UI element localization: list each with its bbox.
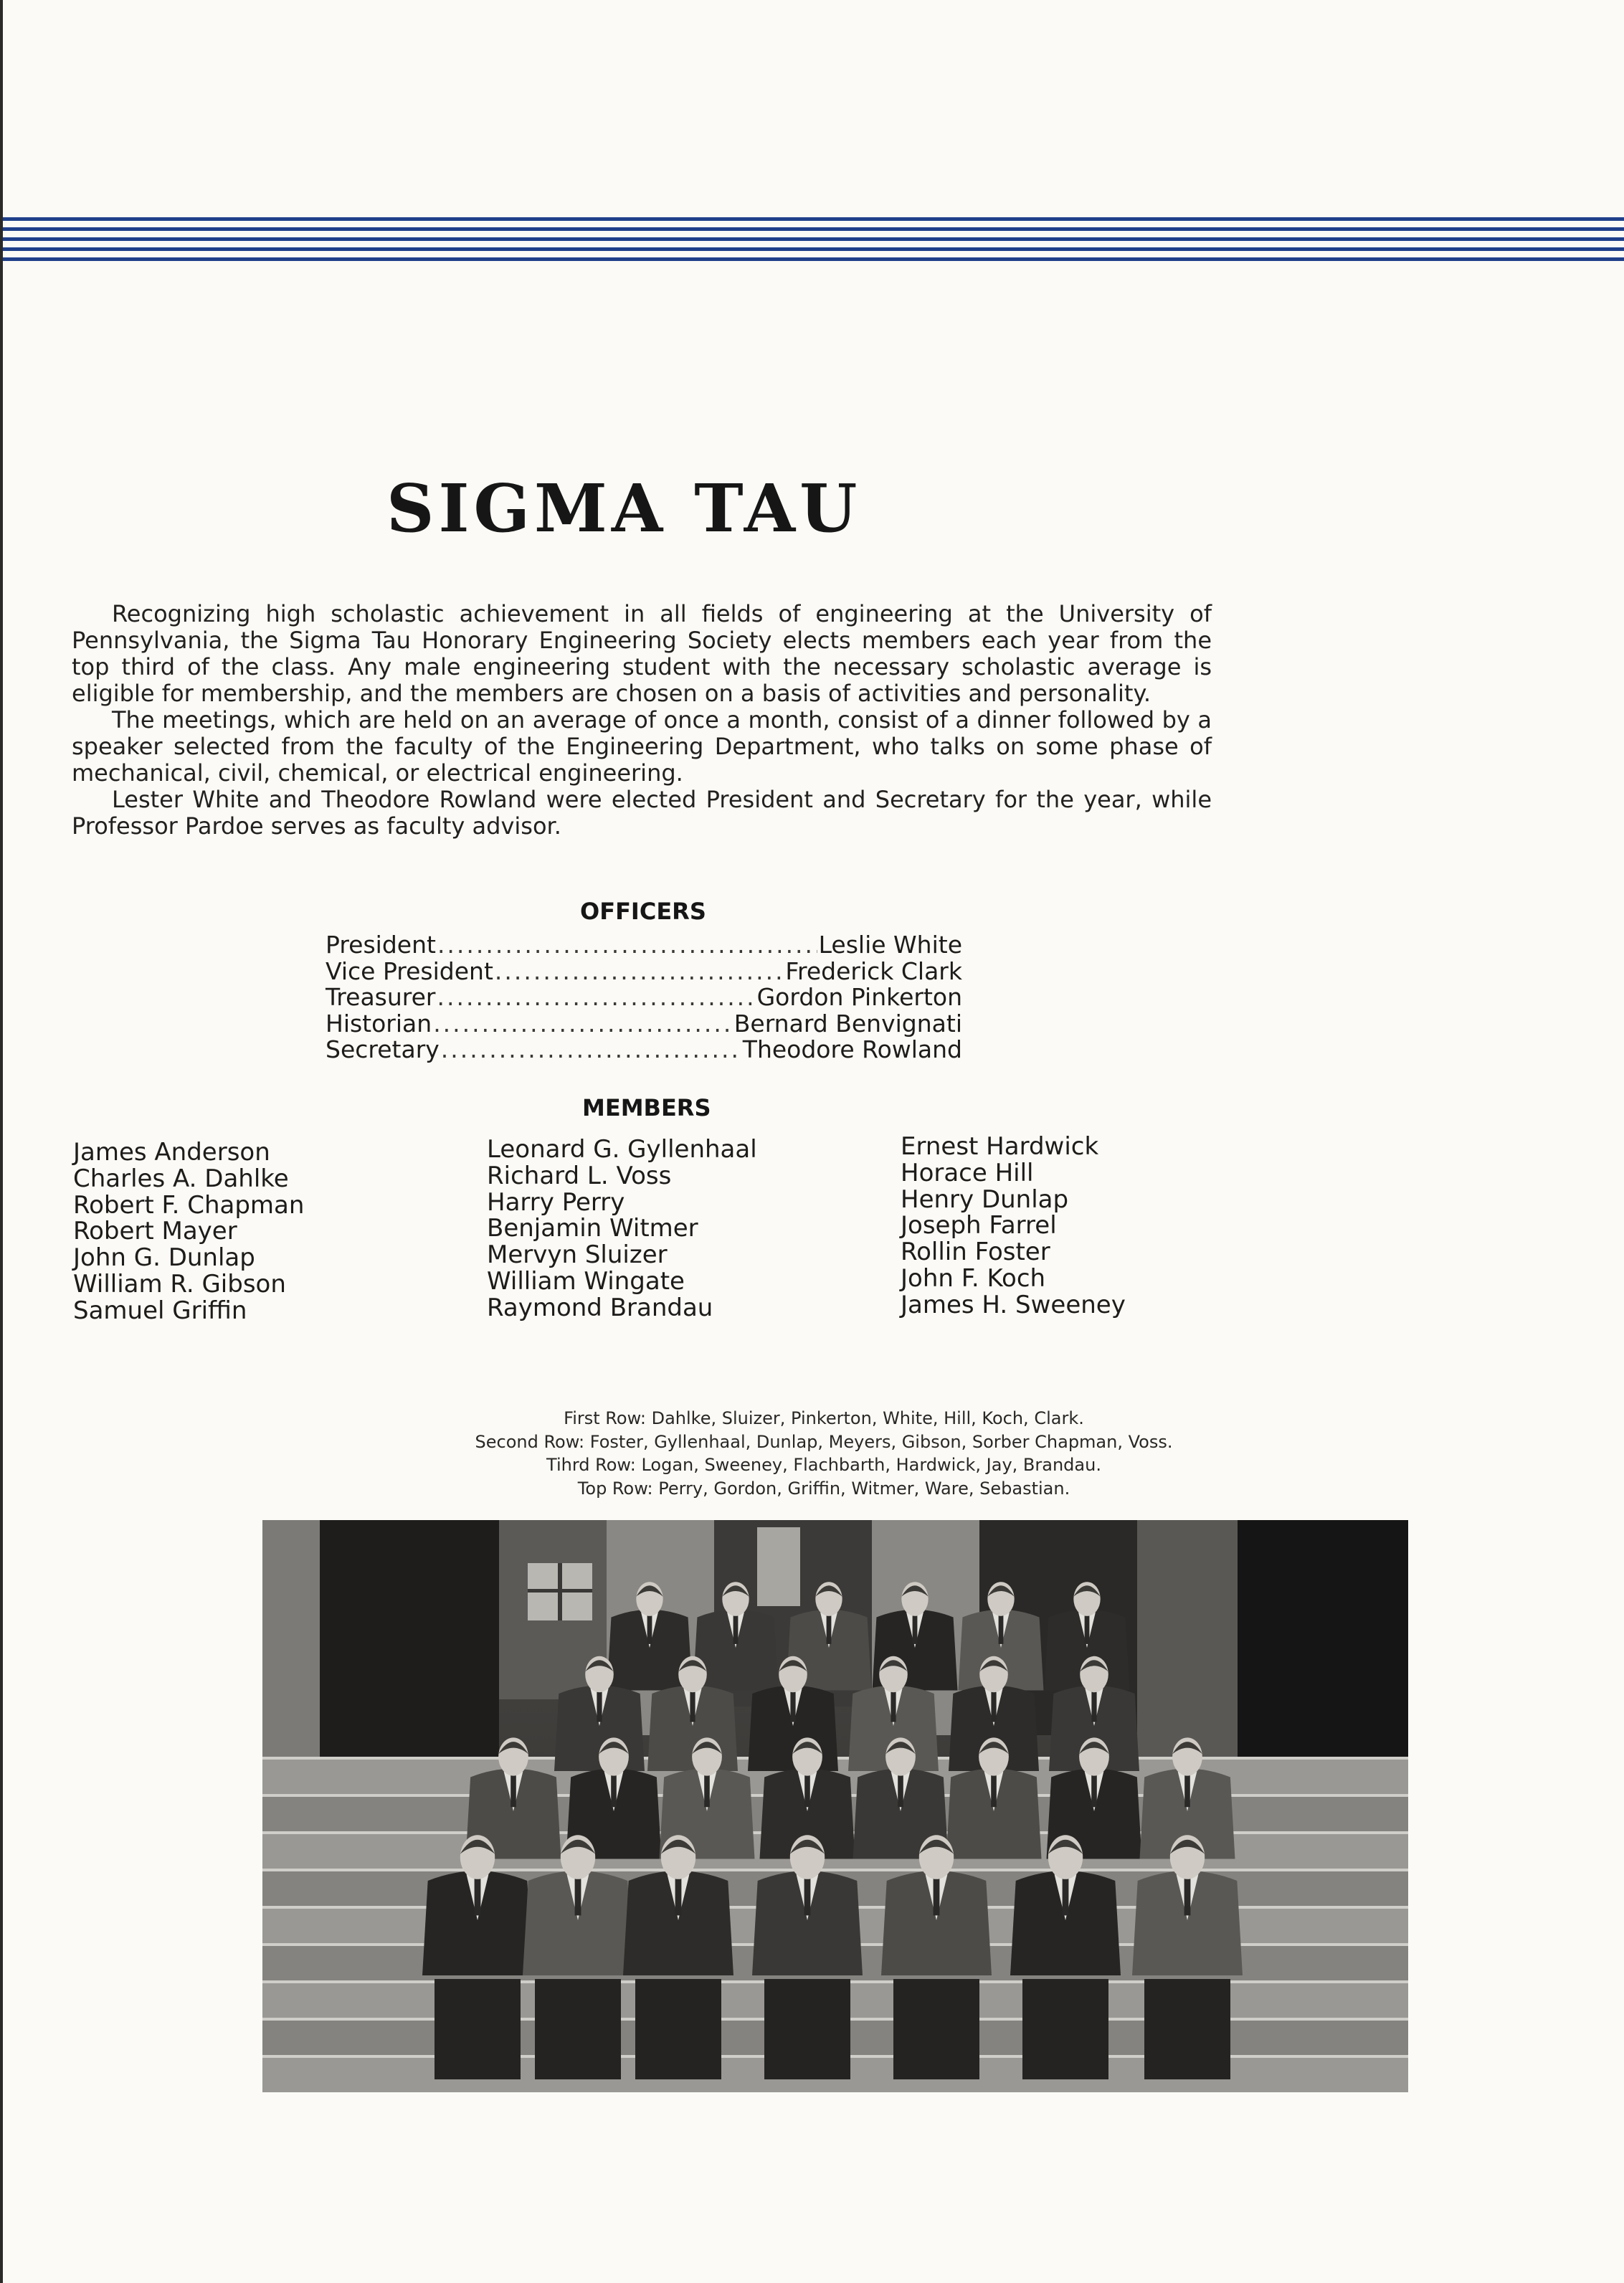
caption-row: First Row: Dahlke, Sluizer, Pinkerton, White, Hill, Koch, Clark. [564, 1408, 1084, 1428]
member-name: James H. Sweeney [901, 1290, 1126, 1319]
legs [764, 1979, 850, 2079]
officer-name: Gordon Pinkerton [756, 983, 962, 1011]
intro-text [72, 601, 1212, 840]
rule-line [3, 217, 1624, 221]
officer-row [326, 932, 962, 959]
page-title: SIGMA TAU [386, 470, 862, 547]
member-name: Horace Hill [901, 1158, 1034, 1187]
members-column-2 [487, 1136, 757, 1321]
legs [1144, 1979, 1230, 2079]
member-name: Raymond Brandau [487, 1293, 713, 1322]
officer-name: Leslie White [818, 931, 962, 959]
officers-list [326, 932, 962, 1063]
rule-line [3, 227, 1624, 231]
member-name: John F. Koch [901, 1263, 1046, 1293]
leader-dots [433, 1011, 733, 1038]
caption-row: Top Row: Perry, Gordon, Griffin, Witmer, Ware, Sebastian. [577, 1478, 1070, 1499]
legs [535, 1979, 621, 2079]
officer-row [326, 984, 962, 1011]
member-name: William R. Gibson [73, 1269, 286, 1299]
member-name: Joseph Farrel [901, 1211, 1057, 1240]
officer-role: Vice President [326, 957, 493, 985]
photo-caption [404, 1407, 1243, 1500]
member-name: Mervyn Sluizer [487, 1240, 668, 1270]
intro-paragraph: Recognizing high scholastic achievement in all fields of engineering at the University of Pennsylvania, the Sigma Tau Honorary Engineering Society elects members each year from the top third of the class. Any male engineering student with the necessary scholastic average is eligible for membership, and the members are chosen on a basis of activities and personality. [72, 600, 1212, 707]
officer-row [326, 1037, 962, 1063]
leader-dots [441, 1037, 741, 1063]
officer-role: Historian [326, 1009, 432, 1038]
member-name: William Wingate [487, 1266, 685, 1296]
member-name: James Anderson [73, 1138, 270, 1167]
officer-row [326, 959, 962, 985]
member-name: Robert F. Chapman [73, 1190, 305, 1220]
officer-role: Secretary [326, 1035, 440, 1063]
leader-dots [437, 984, 756, 1011]
member-name: Ernest Hardwick [901, 1132, 1099, 1161]
legs [635, 1979, 721, 2079]
member-name: Henry Dunlap [901, 1185, 1069, 1214]
intro-paragraph: Lester White and Theodore Rowland were elected President and Secretary for the year, while Professor Pardoe serves as faculty advisor. [72, 786, 1212, 840]
leader-dots [495, 959, 784, 985]
intro-paragraph: The meetings, which are held on an average of once a month, consist of a dinner followed by a speaker selected from the faculty of the Engineering Department, who talks on some phase of mechanical, civil, chemical, or electrical engineering. [72, 706, 1212, 787]
member-name: Richard L. Voss [487, 1161, 672, 1190]
rule-line [3, 237, 1624, 241]
group-photo-illustration [262, 1520, 1408, 2092]
rule-line [3, 247, 1624, 251]
step-edge [262, 1869, 1408, 1871]
legs [1022, 1979, 1108, 2079]
caption-row: Second Row: Foster, Gyllenhaal, Dunlap, Meyers, Gibson, Sorber Chapman, Voss. [475, 1431, 1173, 1452]
officer-role: Treasurer [326, 983, 436, 1011]
blue-header-rules [3, 217, 1624, 267]
member-name: Rollin Foster [901, 1238, 1050, 1267]
members-column-3 [901, 1134, 1126, 1319]
legs [893, 1979, 979, 2079]
caption-row: Tihrd Row: Logan, Sweeney, Flachbarth, Hardwick, Jay, Brandau. [546, 1455, 1101, 1475]
officer-row [326, 1011, 962, 1038]
members-heading: MEMBERS [582, 1094, 711, 1121]
officer-name: Bernard Benvignati [733, 1009, 962, 1038]
member-name: Leonard G. Gyllenhaal [487, 1135, 757, 1164]
officer-role: President [326, 931, 436, 959]
officer-name: Frederick Clark [785, 957, 962, 985]
member-name: Robert Mayer [73, 1217, 237, 1246]
officers-heading: OFFICERS [580, 898, 706, 925]
group-photo [262, 1520, 1408, 2092]
legs [435, 1979, 521, 2079]
member-name: Harry Perry [487, 1187, 625, 1217]
rule-line [3, 257, 1624, 261]
member-name: Samuel Griffin [73, 1296, 247, 1325]
leader-dots [437, 932, 817, 959]
member-name: Benjamin Witmer [487, 1214, 698, 1243]
member-name: John G. Dunlap [73, 1243, 255, 1273]
members-column-1 [73, 1139, 304, 1324]
member-name: Charles A. Dahlke [73, 1164, 289, 1193]
officer-name: Theodore Rowland [742, 1035, 962, 1063]
